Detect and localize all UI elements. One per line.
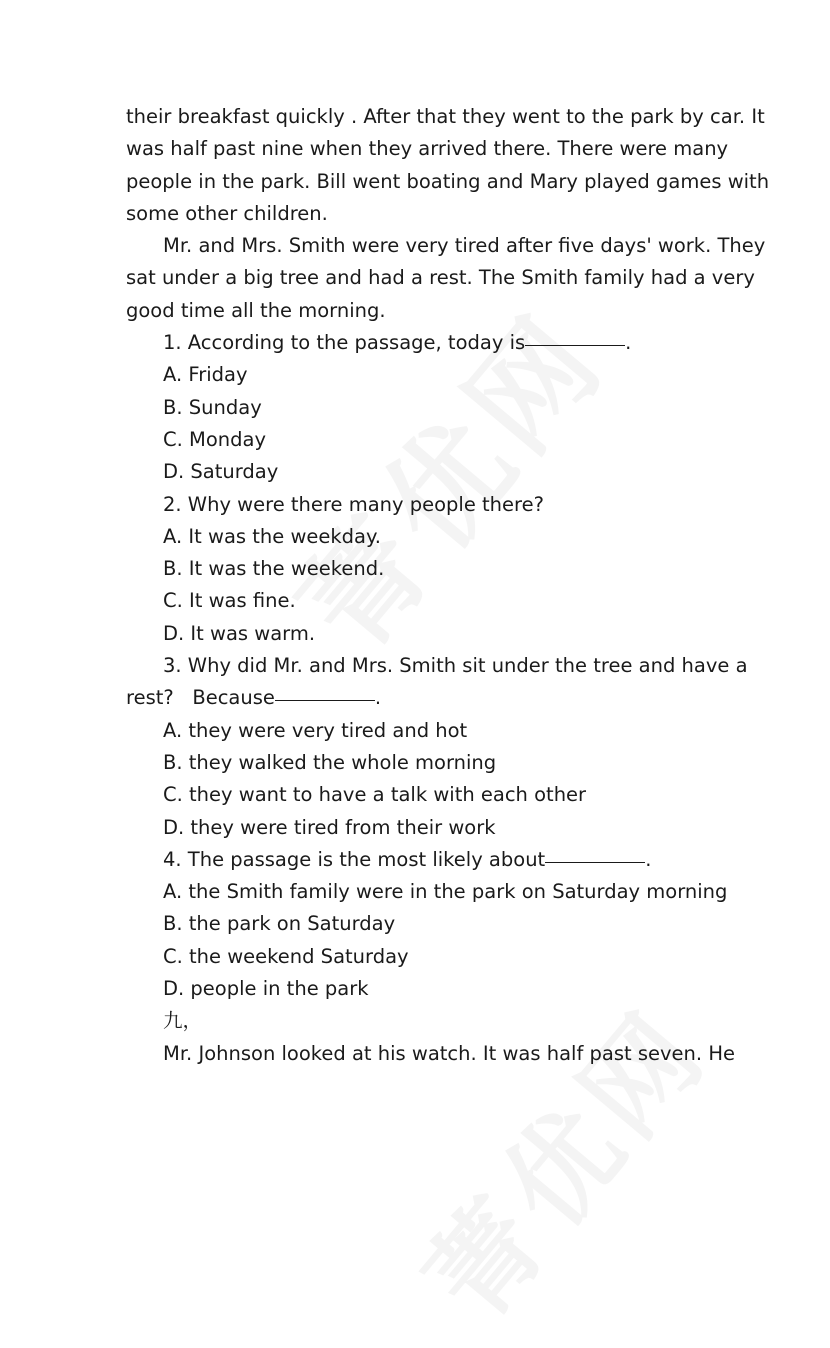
question-punct: . — [625, 331, 632, 355]
paragraph-line: good time all the morning. — [126, 298, 386, 322]
question-2-option-b: B. It was the weekend. — [163, 557, 385, 581]
paragraph-line: their breakfast quickly . After that they went to the park by car. It — [126, 105, 765, 128]
question-3-option-c: C. they want to have a talk with each other — [163, 783, 587, 807]
answer-blank — [545, 861, 645, 863]
question-punct: . — [645, 847, 652, 871]
question-3-option-b: B. they walked the whole morning — [163, 750, 497, 774]
question-3-stem: 3. Why did Mr. and Mrs. Smith sit under the tree and have a — [163, 654, 748, 678]
question-1-option-b: B. Sunday — [163, 395, 262, 419]
section-label: 九， — [163, 1009, 203, 1033]
answer-blank — [275, 699, 375, 701]
question-3-option-a: A. they were very tired and hot — [163, 718, 468, 742]
question-4-option-a: A. the Smith family were in the park on Saturday morning — [163, 880, 728, 904]
question-4-option-d: D. people in the park — [163, 977, 369, 1001]
question-2-stem: 2. Why were there many people there? — [163, 492, 544, 516]
document-page — [126, 101, 770, 1070]
question-1-option-d: D. Saturday — [163, 460, 279, 484]
question-punct: . — [374, 686, 382, 710]
question-1-stem — [126, 327, 706, 359]
question-text: rest? Because — [126, 686, 275, 710]
paragraph-line: Mr. and Mrs. Smith were very tired after five days' work. They — [163, 234, 766, 258]
question-3-stem-continued — [126, 682, 706, 714]
answer-blank — [525, 344, 625, 346]
question-2-option-d: D. It was warm. — [163, 621, 316, 645]
paragraph-line: sat under a big tree and had a rest. The Smith family had a very — [126, 266, 755, 290]
question-1-option-c: C. Monday — [163, 427, 266, 451]
question-1-option-a: A. Friday — [163, 363, 248, 387]
question-2-option-c: C. It was fine. — [163, 589, 296, 613]
question-4-option-b: B. the park on Saturday — [163, 912, 396, 936]
question-text: 4. The passage is the most likely about — [163, 847, 546, 871]
question-text: 1. According to the passage, today is — [163, 331, 526, 355]
paragraph-line: Mr. Johnson looked at his watch. It was half past seven. He — [163, 1041, 735, 1065]
paragraph-line: was half past nine when they arrived there. There were many — [126, 137, 729, 161]
paragraph-line: people in the park. Bill went boating and Mary played games with — [126, 169, 770, 193]
paragraph-line: some other children. — [126, 201, 328, 225]
question-3-option-d: D. they were tired from their work — [163, 815, 496, 839]
question-4-option-c: C. the weekend Saturday — [163, 944, 409, 968]
question-2-option-a: A. It was the weekday. — [163, 524, 381, 548]
question-4-stem — [126, 844, 706, 876]
